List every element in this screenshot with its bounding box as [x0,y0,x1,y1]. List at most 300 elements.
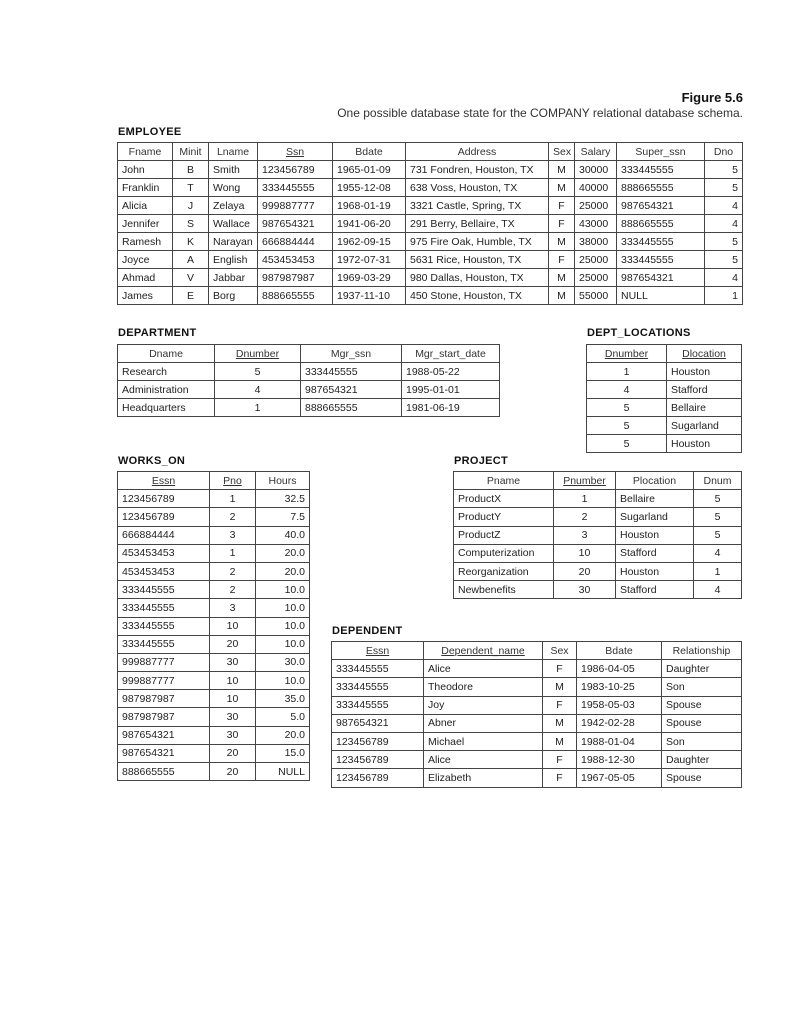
table-row [118,179,743,197]
table-cell: 987654321 [617,269,705,287]
table-row [332,732,742,750]
table-cell: Administration [118,381,215,399]
employee-relation-name: EMPLOYEE [118,126,182,138]
column-header [554,472,616,490]
column-header-label: Dnumber [604,347,649,360]
table-cell: Elizabeth [424,769,543,787]
table-cell: Houston [616,562,694,580]
column-header-label: Mgr_ssn [330,347,372,360]
table-cell: Research [118,363,215,381]
table-cell: 43000 [575,215,617,233]
table-cell: 40000 [575,179,617,197]
table-cell: 32.5 [256,490,310,508]
works-on-table [117,471,310,781]
table-cell: Reorganization [454,562,554,580]
table-row [587,399,742,417]
table-cell: 1965-01-09 [333,161,406,179]
table-cell: Abner [424,714,543,732]
table-cell: M [549,269,575,287]
table-cell: M [549,179,575,197]
header-row [454,472,742,490]
table-cell: Son [662,732,742,750]
table-cell: 987654321 [118,726,210,744]
table-cell: F [543,751,577,769]
table-cell: Narayan [209,233,258,251]
table-cell: 333445555 [258,179,333,197]
column-header [705,143,743,161]
column-header [406,143,549,161]
table-cell: 987654321 [118,744,210,762]
column-header-label: Dnum [703,474,732,487]
dependent-relation-name: DEPENDENT [332,625,403,637]
column-header-label: Dname [149,347,183,360]
table-row [332,751,742,769]
table-cell: 5 [705,233,743,251]
table-cell: 30000 [575,161,617,179]
table-cell: 987987987 [118,690,210,708]
column-header-label: Lname [216,145,250,158]
table-cell: 30 [210,726,256,744]
table-cell: 10 [554,544,616,562]
table-cell: 25000 [575,197,617,215]
table-cell: F [549,215,575,233]
table-cell: 10 [210,690,256,708]
column-header-label: Pname [486,474,521,487]
project-table [453,471,742,599]
table-cell: M [549,233,575,251]
table-cell: 4 [215,381,301,399]
table-row [118,251,743,269]
table-cell: T [173,179,209,197]
dependent-table [331,641,742,788]
figure-caption: One possible database state for the COMPANY relational database schema. [337,106,743,120]
table-row [454,490,742,508]
table-row [118,161,743,179]
table-row [454,526,742,544]
table-cell: 25000 [575,269,617,287]
table-row [454,544,742,562]
table-cell: 4 [694,544,742,562]
column-header-label: Super_ssn [635,145,686,158]
table-row [454,508,742,526]
table-cell: 30 [210,653,256,671]
table-cell: 20 [210,744,256,762]
column-header [173,143,209,161]
table-cell: 666884444 [118,526,210,544]
table-row [118,526,310,544]
table-cell: 1 [215,399,301,417]
column-header-label: Address [457,145,497,158]
column-header [210,472,256,490]
table-cell: 40.0 [256,526,310,544]
column-header-label: Sex [550,644,569,657]
table-cell: Ahmad [118,269,173,287]
table-cell: 1 [694,562,742,580]
table-cell: 123456789 [332,732,424,750]
table-cell: 20 [554,562,616,580]
table-row [118,508,310,526]
table-cell: 1969-03-29 [333,269,406,287]
table-row [587,381,742,399]
table-cell: 5 [705,251,743,269]
table-cell: 3 [210,526,256,544]
table-cell: Spouse [662,714,742,732]
table-cell: 5 [587,399,667,417]
column-header [543,642,577,660]
column-header [577,642,662,660]
table-row [454,562,742,580]
table-cell: 5 [694,508,742,526]
table-cell: 1981-06-19 [402,399,500,417]
table-cell: 333445555 [617,161,705,179]
table-cell: 123456789 [332,751,424,769]
table-cell: F [543,660,577,678]
table-cell: 2 [210,581,256,599]
table-cell: Newbenefits [454,581,554,599]
column-header-label: Salary [580,145,611,158]
table-cell: Stafford [616,581,694,599]
table-cell: 20 [210,763,256,781]
table-cell: 38000 [575,233,617,251]
table-cell: 3321 Castle, Spring, TX [406,197,549,215]
table-row [118,653,310,671]
table-cell: 4 [705,215,743,233]
table-cell: 333445555 [617,233,705,251]
table-cell: 5 [694,526,742,544]
table-cell: Bellaire [667,399,742,417]
column-header [616,472,694,490]
table-cell: Theodore [424,678,543,696]
table-cell: Son [662,678,742,696]
table-cell: 2 [554,508,616,526]
column-header [667,345,742,363]
table-row [118,233,743,251]
table-cell: 980 Dallas, Houston, TX [406,269,549,287]
table-cell: Wallace [209,215,258,233]
table-cell: F [543,769,577,787]
table-cell: Borg [209,287,258,305]
table-cell: 999887777 [118,653,210,671]
table-row [332,714,742,732]
column-header-label: Dlocation [682,347,726,360]
table-row [118,690,310,708]
table-cell: M [549,161,575,179]
column-header-label: Mgr_start_date [415,347,486,360]
table-cell: S [173,215,209,233]
table-cell: 123456789 [332,769,424,787]
table-cell: Alice [424,751,543,769]
column-header [118,143,173,161]
table-row [332,678,742,696]
column-header-label: Essn [365,644,390,657]
column-header [118,345,215,363]
table-row [587,363,742,381]
table-cell: M [543,714,577,732]
table-row [587,417,742,435]
table-cell: 987654321 [617,197,705,215]
column-header [256,472,310,490]
table-row [118,544,310,562]
table-cell: 10.0 [256,635,310,653]
table-cell: Sugarland [616,508,694,526]
column-header [454,472,554,490]
column-header [333,143,406,161]
table-cell: John [118,161,173,179]
table-row [118,763,310,781]
table-cell: 20.0 [256,544,310,562]
table-cell: 333445555 [332,660,424,678]
table-cell: Stafford [616,544,694,562]
column-header-label: Fname [128,145,162,158]
column-header-label: Plocation [632,474,677,487]
table-cell: 333445555 [118,599,210,617]
table-cell: 999887777 [118,672,210,690]
header-row [587,345,742,363]
header-row [118,143,743,161]
table-cell: Daughter [662,660,742,678]
employee-table [117,142,743,305]
table-cell: 4 [705,197,743,215]
table-cell: 731 Fondren, Houston, TX [406,161,549,179]
header-row [118,345,500,363]
table-cell: 20.0 [256,726,310,744]
table-cell: 1 [210,490,256,508]
table-cell: 333445555 [118,635,210,653]
table-row [118,708,310,726]
table-cell: 1995-01-01 [402,381,500,399]
table-cell: 1962-09-15 [333,233,406,251]
column-header [549,143,575,161]
table-cell: 20.0 [256,562,310,580]
header-row [332,642,742,660]
table-cell: 4 [694,581,742,599]
table-cell: 1958-05-03 [577,696,662,714]
table-cell: 1983-10-25 [577,678,662,696]
table-cell: 1988-01-04 [577,732,662,750]
table-cell: 333445555 [332,678,424,696]
column-header [662,642,742,660]
table-cell: 1 [587,363,667,381]
table-cell: 2 [210,508,256,526]
table-cell: 20 [210,635,256,653]
table-cell: F [549,251,575,269]
table-cell: 987987987 [118,708,210,726]
table-cell: F [549,197,575,215]
table-cell: Headquarters [118,399,215,417]
table-cell: Sugarland [667,417,742,435]
table-cell: James [118,287,173,305]
table-cell: 30.0 [256,653,310,671]
table-cell: 1967-05-05 [577,769,662,787]
table-cell: 1 [705,287,743,305]
table-cell: 1986-04-05 [577,660,662,678]
table-cell: 666884444 [258,233,333,251]
table-cell: 2 [210,562,256,580]
column-header-label: Pnumber [563,474,606,487]
table-cell: Daughter [662,751,742,769]
table-cell: 25000 [575,251,617,269]
table-cell: 1972-07-31 [333,251,406,269]
table-cell: NULL [617,287,705,305]
column-header [301,345,402,363]
table-cell: K [173,233,209,251]
table-cell: 888665555 [118,763,210,781]
table-cell: 999887777 [258,197,333,215]
column-header-label: Dnumber [235,347,280,360]
table-cell: 638 Voss, Houston, TX [406,179,549,197]
table-cell: 7.5 [256,508,310,526]
table-cell: NULL [256,763,310,781]
table-cell: 987654321 [332,714,424,732]
table-cell: 450 Stone, Houston, TX [406,287,549,305]
table-cell: Joy [424,696,543,714]
table-row [118,635,310,653]
table-row [118,215,743,233]
table-cell: 333445555 [301,363,402,381]
table-cell: Zelaya [209,197,258,215]
column-header-label: Dependent_name [441,644,525,657]
table-cell: 15.0 [256,744,310,762]
column-header-label: Ssn [285,145,305,158]
table-cell: 5631 Rice, Houston, TX [406,251,549,269]
table-cell: Michael [424,732,543,750]
table-row [118,617,310,635]
table-row [118,599,310,617]
table-cell: 333445555 [617,251,705,269]
table-cell: Franklin [118,179,173,197]
table-row [454,581,742,599]
column-header-label: Essn [151,474,176,487]
column-header-label: Dno [713,145,734,158]
table-cell: 35.0 [256,690,310,708]
table-cell: Wong [209,179,258,197]
column-header [215,345,301,363]
table-cell: Ramesh [118,233,173,251]
table-row [118,269,743,287]
table-cell: 4 [705,269,743,287]
column-header [332,642,424,660]
table-cell: Stafford [667,381,742,399]
table-cell: 4 [587,381,667,399]
table-cell: 453453453 [118,562,210,580]
table-row [118,197,743,215]
table-cell: Houston [667,435,742,453]
table-cell: Houston [616,526,694,544]
table-cell: 3 [210,599,256,617]
column-header [694,472,742,490]
column-header-label: Bdate [355,145,383,158]
table-cell: 1 [554,490,616,508]
column-header-label: Hours [268,474,297,487]
column-header [617,143,705,161]
column-header [402,345,500,363]
table-cell: 453453453 [258,251,333,269]
table-cell: 123456789 [118,508,210,526]
table-row [118,490,310,508]
table-row [332,696,742,714]
table-cell: ProductZ [454,526,554,544]
table-cell: ProductX [454,490,554,508]
table-cell: 3 [554,526,616,544]
table-cell: English [209,251,258,269]
table-cell: E [173,287,209,305]
table-cell: 333445555 [118,617,210,635]
table-row [118,399,500,417]
table-cell: ProductY [454,508,554,526]
table-cell: 1937-11-10 [333,287,406,305]
table-cell: F [543,696,577,714]
table-cell: 5 [694,490,742,508]
table-cell: J [173,197,209,215]
figure-title: Figure 5.6 [681,90,743,105]
column-header [575,143,617,161]
table-cell: 1988-05-22 [402,363,500,381]
table-cell: 1988-12-30 [577,751,662,769]
table-cell: V [173,269,209,287]
table-cell: 453453453 [118,544,210,562]
table-cell: 5 [587,417,667,435]
table-cell: 333445555 [118,581,210,599]
table-cell: Jabbar [209,269,258,287]
table-cell: 888665555 [301,399,402,417]
table-cell: Smith [209,161,258,179]
table-row [118,581,310,599]
table-cell: Spouse [662,769,742,787]
table-cell: 1942-02-28 [577,714,662,732]
table-cell: Alice [424,660,543,678]
table-cell: Bellaire [616,490,694,508]
table-cell: 10.0 [256,581,310,599]
table-cell: 55000 [575,287,617,305]
dept-locations-relation-name: DEPT_LOCATIONS [587,327,691,339]
table-cell: 10.0 [256,617,310,635]
table-row [118,744,310,762]
table-cell: 10.0 [256,599,310,617]
table-cell: 333445555 [332,696,424,714]
table-cell: 10.0 [256,672,310,690]
table-cell: M [549,287,575,305]
header-row [118,472,310,490]
column-header [424,642,543,660]
table-cell: 5 [705,161,743,179]
table-row [118,287,743,305]
table-cell: 987654321 [301,381,402,399]
department-relation-name: DEPARTMENT [118,327,197,339]
table-row [118,672,310,690]
table-row [118,381,500,399]
table-cell: 5.0 [256,708,310,726]
table-cell: 5 [587,435,667,453]
table-cell: M [543,678,577,696]
table-cell: 30 [210,708,256,726]
table-row [118,562,310,580]
table-cell: 5 [215,363,301,381]
table-cell: 975 Fire Oak, Humble, TX [406,233,549,251]
table-cell: 987987987 [258,269,333,287]
table-cell: 5 [705,179,743,197]
table-cell: 30 [554,581,616,599]
works-on-relation-name: WORKS_ON [118,455,186,467]
table-cell: 888665555 [617,215,705,233]
project-relation-name: PROJECT [454,455,509,467]
dept-locations-table [586,344,742,453]
table-cell: Spouse [662,696,742,714]
column-header [209,143,258,161]
column-header-label: Pno [223,474,242,487]
table-cell: Jennifer [118,215,173,233]
table-cell: 888665555 [258,287,333,305]
table-cell: 10 [210,617,256,635]
